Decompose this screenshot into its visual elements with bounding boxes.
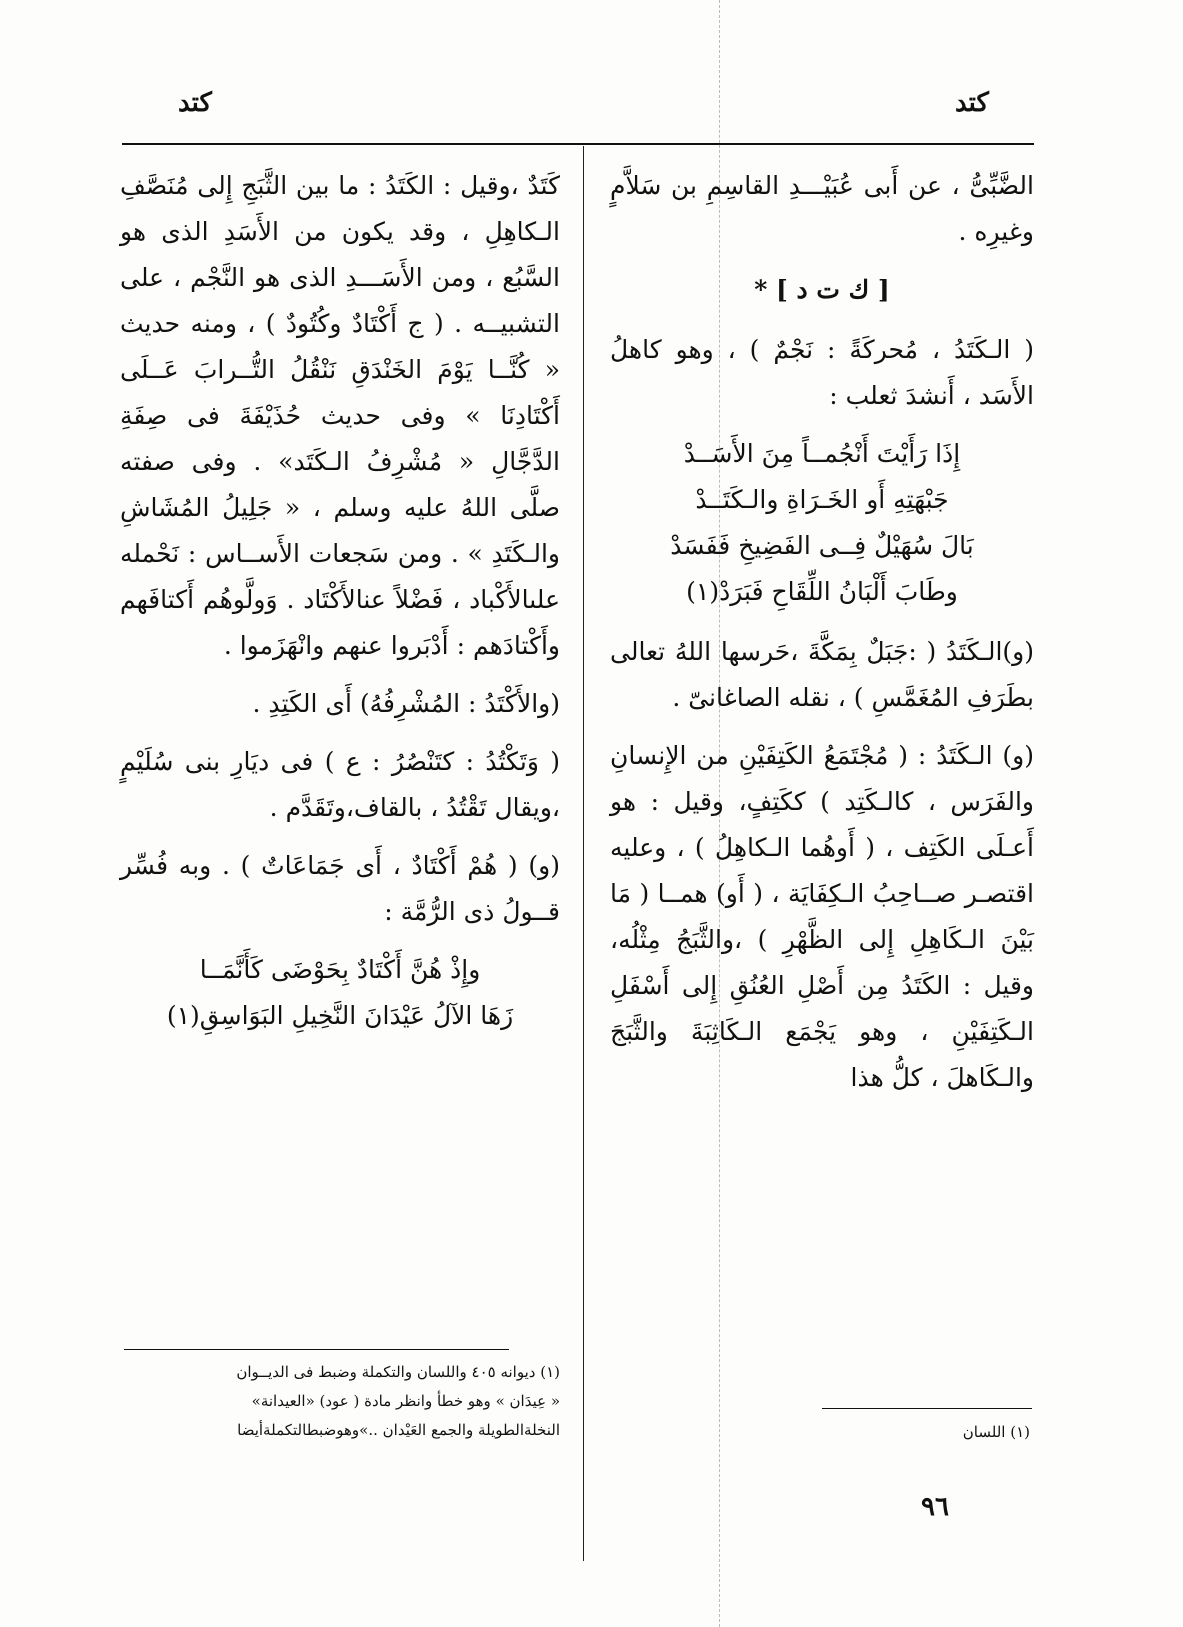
paragraph: ( الـكَتَدُ ، مُحركَةً : نَجْمٌ ) ، وهو كاهلُ الأَسَد ، أَنشدَ ثعلب : — [610, 335, 1034, 410]
right-column — [610, 163, 1034, 1113]
verse-line: وإِذْ هُنَّ أَكْتَادٌ بِحَوْضَى كَأَنَّمَــا — [199, 955, 481, 984]
verse-line: جَبْهَتِهِ أَو الخَـرَاةِ والـكَتَــدْ — [695, 485, 949, 514]
footnote-rule-right — [822, 1408, 1032, 1409]
paragraph: (و) الـكَتَدُ : ( مُجْتَمَعُ الكَتِفَيْنِ من الإِنسانِ والفَرَس ، كالـكَتِد ) ككَتِفٍ، وقيل : هو أَعـلَى الكَتِف ، ( أَوهُما الـكاهِلُ ) ، وعليه اقتصـر صــاحِبُ الـكِفَايَة ، ( أَو) همــا ( مَا بَيْنَ الـكَاهِلِ إِلى الظَّهْرِ ) ،والثَّبَجُ مِثْلُه، وقيل : الكَتَدُ مِن أَصْلِ العُنُقِ إِلى أَسْفَلِ الـكَتِفَيْنِ ، وهو يَجْمَع الـكَاثِبَةَ والثَّبَجَ والـكَاهلَ ، كلُّ هذا — [610, 741, 1034, 1092]
column-divider — [583, 146, 584, 1561]
verse-line: إِذَا رَأَيْتَ أَنْجُمــاً مِنَ الأَسَــدْ — [683, 439, 961, 468]
paragraph: (و) ( هُمْ أَكْتَادٌ ، أَى جَمَاعَاتٌ ) . وبه فُسِّر قــولُ ذى الرُّمَّة : — [120, 851, 560, 926]
running-header-left: كتد — [178, 88, 212, 118]
paragraph: (والأَكْتَدُ : المُشْرِفُهُ) أَى الكَتِدِ . — [252, 689, 560, 718]
paragraph: ( وَتَكْتُدُ : كتَنْصُرُ : ع ) فى ديَارِ بنى سُلَيْمٍ ،ويقال تَقْتُدُ ، بالقاف،وتَقَدَّم . — [120, 747, 560, 822]
paragraph: الضَّبِّىُّ ، عن أَبى عُبَيْـــدِ القاسِمِ بن سَلاَّمٍ وغيرِه . — [610, 171, 1034, 246]
footnote-left — [120, 1358, 560, 1445]
page-number: ٩٦ — [921, 1492, 949, 1522]
header-rule — [122, 143, 1034, 145]
running-header-right: كتد — [955, 88, 989, 118]
left-column — [120, 163, 560, 1053]
verse-line: وطَابَ أَلْبَانُ اللِّقَاحِ فَبَرَدْ(١) — [686, 577, 958, 606]
entry-heading: [ ك ت د ] * — [754, 275, 890, 304]
footnote-line: « عِيدَان » وهو خطأ وانظر مادة ( عود) «العيدانة» — [251, 1392, 560, 1410]
verse-block — [610, 431, 1034, 615]
footnote-right: (١) اللسان — [962, 1423, 1030, 1441]
verse-line: زَهَا الآلُ عَيْدَانَ النَّخِيلِ البَوَاسِقِ(١) — [166, 1001, 514, 1030]
verse-line: بَالَ سُهَيْلٌ فِــى الفَضِيخِ فَفَسَدْ — [670, 531, 974, 560]
paragraph: (و)الـكَتَدُ ( :جَبَلٌ بِمَكَّةَ ،حَرسها اللهُ تعالى بطَرَفِ المُغَمَّسِ ) ، نقله الصاغانىّ . — [610, 637, 1034, 712]
footnote-rule-left — [124, 1349, 509, 1350]
footnote-line: النخلةالطويلة والجمع العَيْدان ..»وهوضبطالتكملةأيضا — [237, 1421, 560, 1439]
verse-block — [120, 947, 560, 1039]
paragraph: كَتَدٌ ،وقيل : الكَتَدُ : ما بين الثَّبَجِ إِلى مُنَصَّفِ الـكاهِلِ ، وقد يكون من الأَسَدِ الذى هو السَّبُع ، ومن الأَسَـــدِ الذى هو النَّجْم ، على التشبيــه . ( ج أَكْتَادٌ وكُتُودٌ ) ، ومنه حديث « كُنَّــا يَوْمَ الخَنْدَقِ نَنْقُلُ التُّــرابَ عَــلَى أَكْتَادِنَا » وفى حديث حُذَيْفَةَ فى صِفَةِ الدَّجَّالِ « مُشْرِفُ الـكَتَد» . وفى صفته صلَّى اللهُ عليه وسلم ، « جَلِيلُ المُشَاشِ والـكَتَدِ » . ومن سَجعات الأَســاس : نَحْمله علىالأَكْباد ، فَضْلاً عنالأَكْتَاد . وَولَّوهُم أَكتافَهم وأَكْتادَهم : أَدْبَروا عنهم وانْهَزَموا . — [120, 171, 560, 660]
footnote-line: (١) ديوانه ٤٠٥ واللسان والتكملة وضبط فى الديــوان — [236, 1363, 560, 1381]
